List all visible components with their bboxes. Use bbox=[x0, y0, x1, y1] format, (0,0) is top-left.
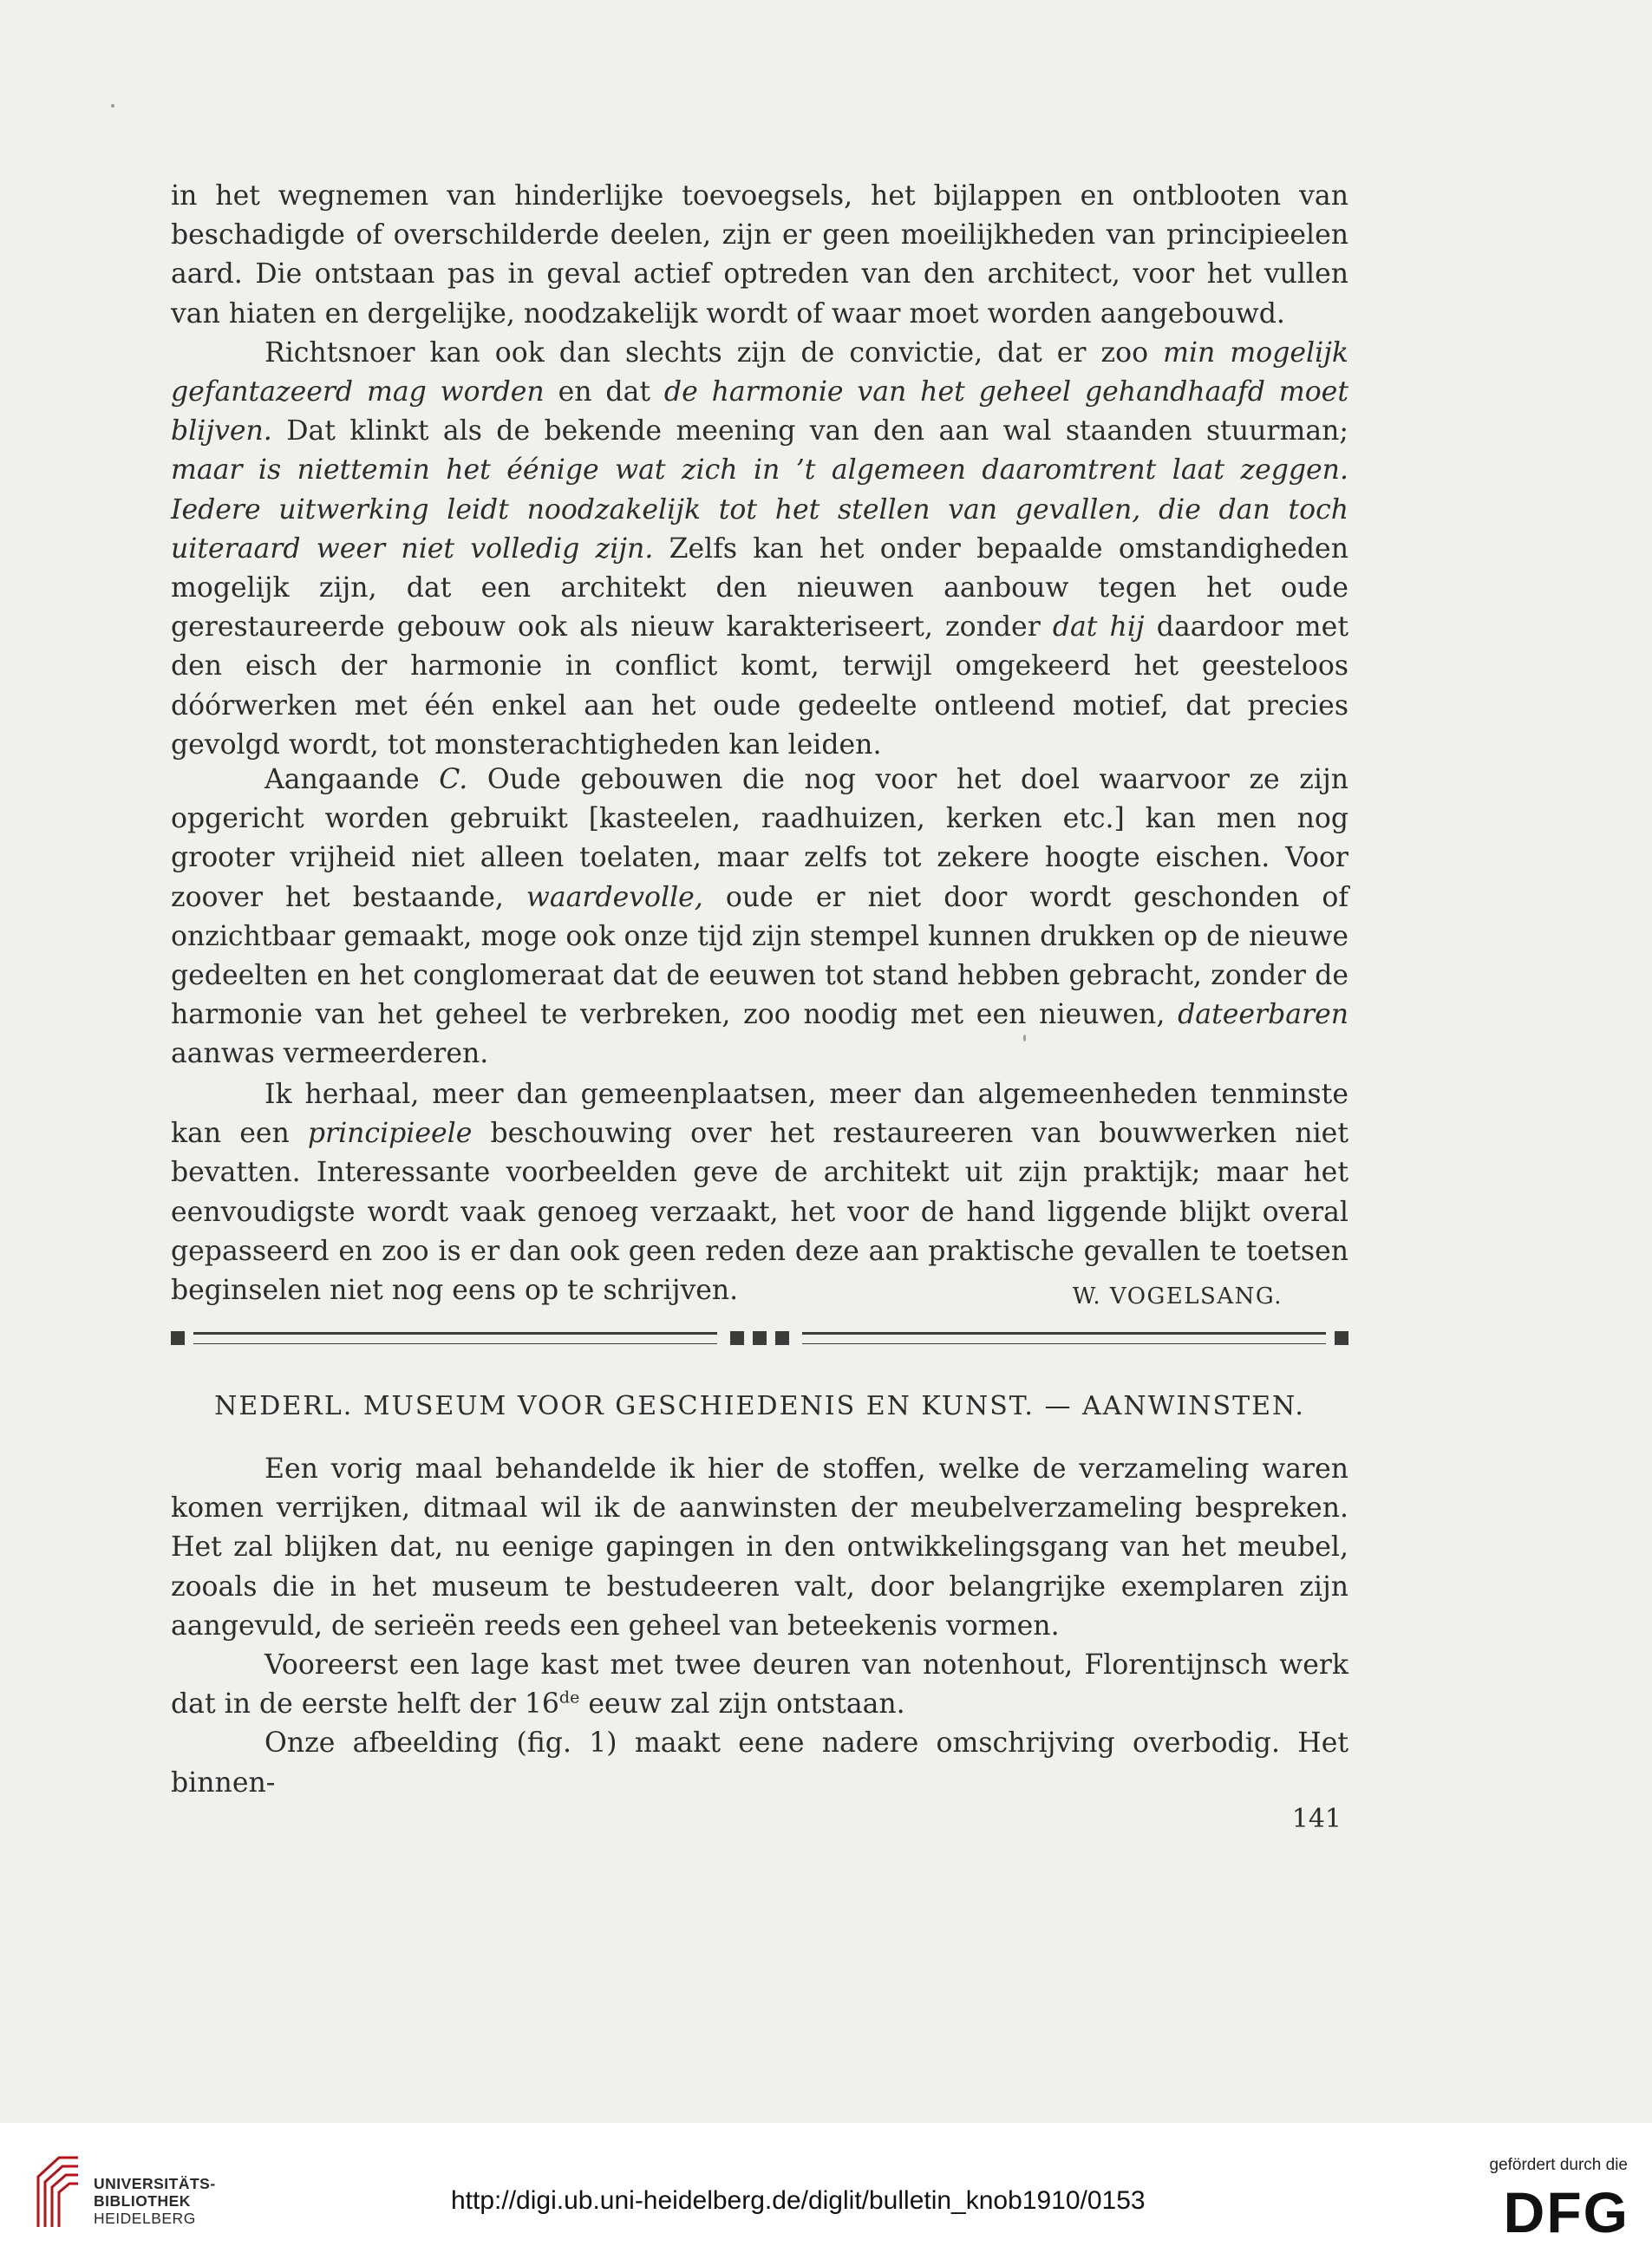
divider-rule bbox=[802, 1332, 1326, 1344]
divider-square-icon bbox=[171, 1331, 185, 1345]
paragraph-continuation: in het wegnemen van hinderlijke toevoegsels, het bijlappen en ontblooten van beschadigde of overschilderde deelen, zijn er geen moeilijkheden van principieelen aard. Die ontstaan pas in geval actief optreden van den architect, voor het vullen van hiaten en dergelijke, noodzakelijk wordt of waar moet worden aangebouwd. bbox=[171, 180, 1348, 330]
paragraph-aangaande-c: Aangaande C. Oude gebouwen die nog voor het doel waarvoor ze zijn opgericht worden gebruikt [kasteelen, raadhuizen, kerken etc.] kan men nog grooter vrijheid niet alleen toelaten, maar zelfs tot zekere hoogte eischen. Voor zoover het bestaande, waardevolle, oude er niet door wordt geschonden of onzichtbaar gemaakt, moge ook onze tijd zijn stempel kunnen drukken op de nieuwe gedeelten en het conglomeraat dat de eeuwen tot stand hebben gebracht, zonder de harmonie van het geheel te verbreken, zoo noodig met een nieuwen, dateerbaren aanwas vermeerderen. bbox=[171, 764, 1348, 1070]
section-restoration-guidelines bbox=[171, 177, 1348, 765]
paragraph-richtsnoer: Richtsnoer kan ook dan slechts zijn de convictie, dat er zoo min mogelijk gefantazeerd mag worden en dat de harmonie van het geheel gehandhaafd moet blijven. Dat klinkt als de bekende meening van den aan wal staanden stuurman; maar is niettemin het éénige wat zich in ’t algemeen daaromtrent laat zeggen. Iedere uitwerking leidt noodzakelijk tot het stellen van gevallen, die dan toch uiteraard weer niet volledig zijn. Zelfs kan het onder bepaalde omstandigheden mogelijk zijn, dat een architekt den nieuwen aanbouw tegen het oude gerestaureerde gebouw ook als nieuw karakteriseert, zonder dat hij daardoor met den eisch der harmonie in conflict komt, terwijl omgekeerd het geesteloos dóórwerken met één enkel aan het oude gedeelte ontleend motief, dat precies gevolgd wordt, tot monsterachtigheden kan leiden. bbox=[171, 336, 1349, 761]
dfg-logo-icon: DFG bbox=[1503, 2180, 1629, 2244]
paper-speck bbox=[1023, 1035, 1026, 1042]
section-case-c bbox=[171, 761, 1348, 1074]
paragraph-ik-herhaal: Ik herhaal, meer dan gemeenplaatsen, meer dan algemeenheden tenminste kan een principieele beschouwing over het restaureeren van bouwwerken niet bevatten. Interessante voorbeelden geve de architekt uit zijn praktijk; maar het eenvoudigste wordt vaak genoeg verzaakt, het voor de hand liggende blijkt overal gepasseerd en zoo is er dan ook geen reden deze aan praktische gevallen te toetsen beginselen niet nog eens op te schrijven. bbox=[171, 1079, 1348, 1307]
author-signature: W. VOGELSANG. bbox=[1072, 1283, 1283, 1309]
paragraph-vooreerst: Vooreerst een lage kast met twee deuren van notenhout, Florentijnsch werk dat in de eerste helft der 16de eeuw zal zijn ontstaan. bbox=[171, 1649, 1348, 1721]
page-number: 141 bbox=[1291, 1804, 1342, 1834]
divider-square-icon bbox=[775, 1331, 789, 1345]
section-conclusion bbox=[171, 1075, 1348, 1310]
paragraph-vorig-maal: Een vorig maal behandelde ik hier de stoffen, welke de verzameling waren komen verrijken, ditmaal wil ik de aanwinsten der meubelverzameling bespreken. Het zal blijken dat, nu eenige gapingen in den ontwikkelingsgang van het meubel, zooals die in het museum te bestudeeren valt, door belangrijke exemplaren zijn aangevuld, de serieën reeds een geheel van beteekenis vormen. bbox=[171, 1453, 1348, 1642]
paragraph-onze-afbeelding: Onze afbeelding (fig. 1) maakt eene nadere omschrijving overbodig. Het binnen- bbox=[171, 1727, 1348, 1799]
divider-square-icon bbox=[730, 1331, 744, 1345]
divider-rule bbox=[193, 1332, 717, 1344]
divider-square-icon bbox=[753, 1331, 767, 1345]
section-heading: NEDERL. MUSEUM VOOR GESCHIEDENIS EN KUNST. — AANWINSTEN. bbox=[214, 1391, 1305, 1421]
permalink-url[interactable]: http://digi.ub.uni-heidelberg.de/diglit/bulletin_knob1910/0153 bbox=[451, 2186, 1146, 2215]
library-name: UNIVERSITÄTS- BIBLIOTHEK HEIDELBERG bbox=[94, 2175, 216, 2227]
ornamental-divider bbox=[171, 1329, 1348, 1348]
section-museum-acquisitions bbox=[171, 1450, 1348, 1803]
paper-speck bbox=[111, 104, 114, 108]
funding-caption: gefördert durch die bbox=[1489, 2156, 1628, 2174]
divider-square-icon bbox=[1335, 1331, 1348, 1345]
university-library-logo-icon bbox=[33, 2147, 83, 2232]
digitization-footer bbox=[0, 2123, 1652, 2253]
